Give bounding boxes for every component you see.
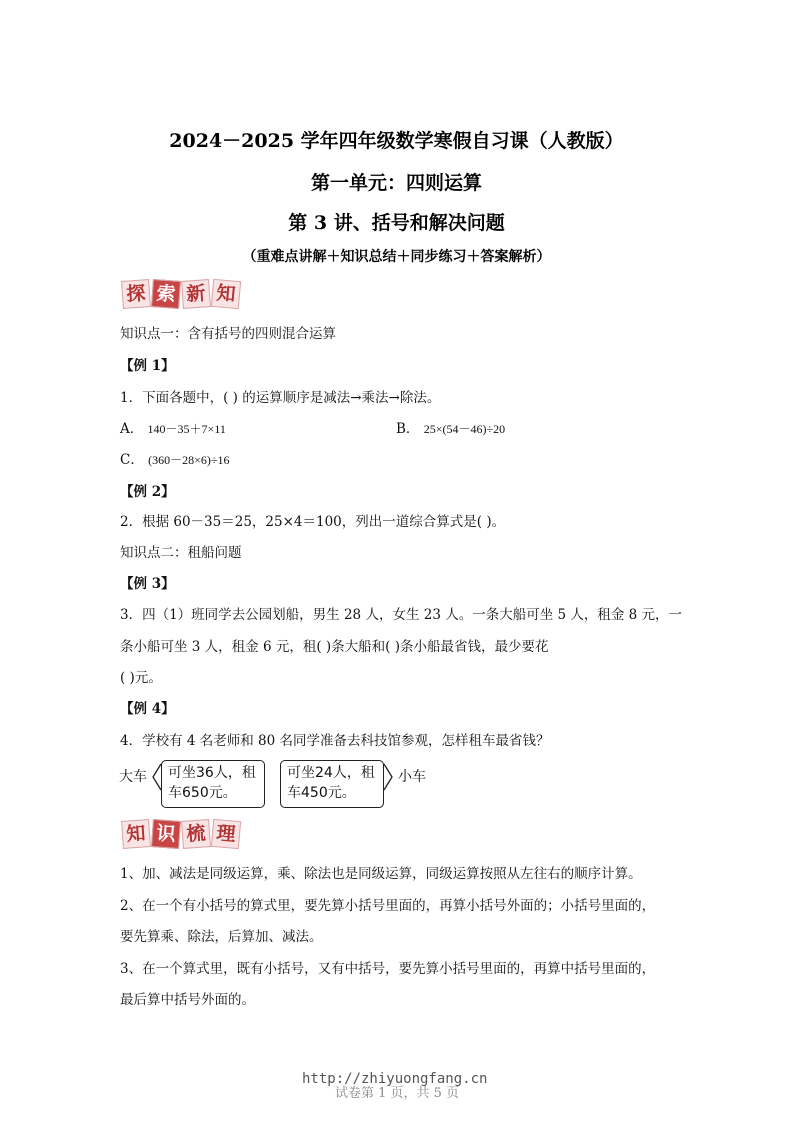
option-a (120, 417, 226, 437)
example-3-line-3: ( )元。 (120, 670, 162, 686)
summary-point-3b: 最后算中括号外面的。 (120, 992, 255, 1008)
small-car-info-bubble: 可坐24人，租车450元。 (280, 760, 384, 808)
example-3-line-2: 条小船可坐 3 人，租金 6 元，租( )条大船和( )条小船最省钱，最少要花 (120, 639, 549, 655)
option-a-expression: 140－35＋7×11 (147, 422, 226, 436)
summary-point-2a: 2、在一个有小括号的算式里，要先算小括号里面的，再算小括号外面的；小括号里面的， (120, 898, 656, 914)
small-car-label: 小车 (398, 769, 426, 785)
example-3-label: 【例 3】 (120, 576, 175, 592)
summary-point-2b: 要先算乘、除法，后算加、减法。 (120, 929, 323, 945)
example-2-label: 【例 2】 (120, 484, 175, 500)
lecture-title: 第 3 讲、括号和解决问题 (288, 212, 505, 234)
bubble-pointer-right (383, 762, 393, 794)
watermark-url: http://zhiyuongfang.cn (302, 1071, 488, 1087)
summary-point-3a: 3、在一个算式里，既有小括号，又有中括号，要先算小括号里面的，再算中括号里面的， (120, 961, 656, 977)
option-c-expression: (360－28×6)÷16 (148, 453, 230, 467)
badge-char: 知 (211, 279, 241, 309)
example-1-label: 【例 1】 (120, 358, 175, 374)
example-3-line-1: 3．四（1）班同学去公园划船，男生 28 人，女生 23 人。一条大船可坐 5 人，租金 8 元，一 (120, 607, 683, 623)
option-a-label: A． (120, 421, 144, 437)
example-1-question: 1．下面各题中，( ) 的运算顺序是减法→乘法→除法。 (120, 390, 441, 406)
document-title: 2024－2025 学年四年级数学寒假自习课（人教版） (169, 130, 624, 152)
option-c-label: C． (120, 452, 144, 468)
badge-char: 探 (121, 279, 151, 309)
badge-char: 新 (181, 279, 211, 309)
knowledge-point-2: 知识点二：租船问题 (120, 545, 242, 561)
knowledge-point-1: 知识点一：含有括号的四则混合运算 (120, 326, 336, 342)
page-number: 试卷第 1 页，共 5 页 (335, 1086, 460, 1101)
badge-char: 梳 (181, 819, 211, 849)
option-b-expression: 25×(54－46)÷20 (423, 422, 506, 436)
option-c (120, 448, 230, 468)
document-subtitle: （重难点讲解＋知识总结＋同步练习＋答案解析） (242, 249, 551, 265)
big-car-label: 大车 (119, 769, 147, 785)
example-4-question: 4．学校有 4 名老师和 80 名同学准备去科技馆参观，怎样租车最省钱？ (120, 733, 550, 749)
big-car-info-bubble: 可坐36人，租车650元。 (161, 760, 265, 808)
option-b-label: B． (396, 421, 420, 437)
badge-char: 理 (211, 819, 241, 849)
explore-badge (122, 280, 240, 308)
example-4-label: 【例 4】 (120, 701, 175, 717)
example-2-question: 2．根据 60－35＝25，25×4＝100，列出一道综合算式是( )。 (120, 514, 506, 530)
option-b (396, 417, 505, 437)
summary-point-1: 1、加、减法是同级运算，乘、除法也是同级运算，同级运算按照从左往右的顺序计算。 (120, 866, 642, 882)
unit-title: 第一单元：四则运算 (310, 172, 482, 194)
summary-badge (122, 820, 240, 848)
badge-char: 索 (151, 279, 181, 309)
badge-char: 识 (151, 819, 181, 849)
badge-char: 知 (121, 819, 151, 849)
